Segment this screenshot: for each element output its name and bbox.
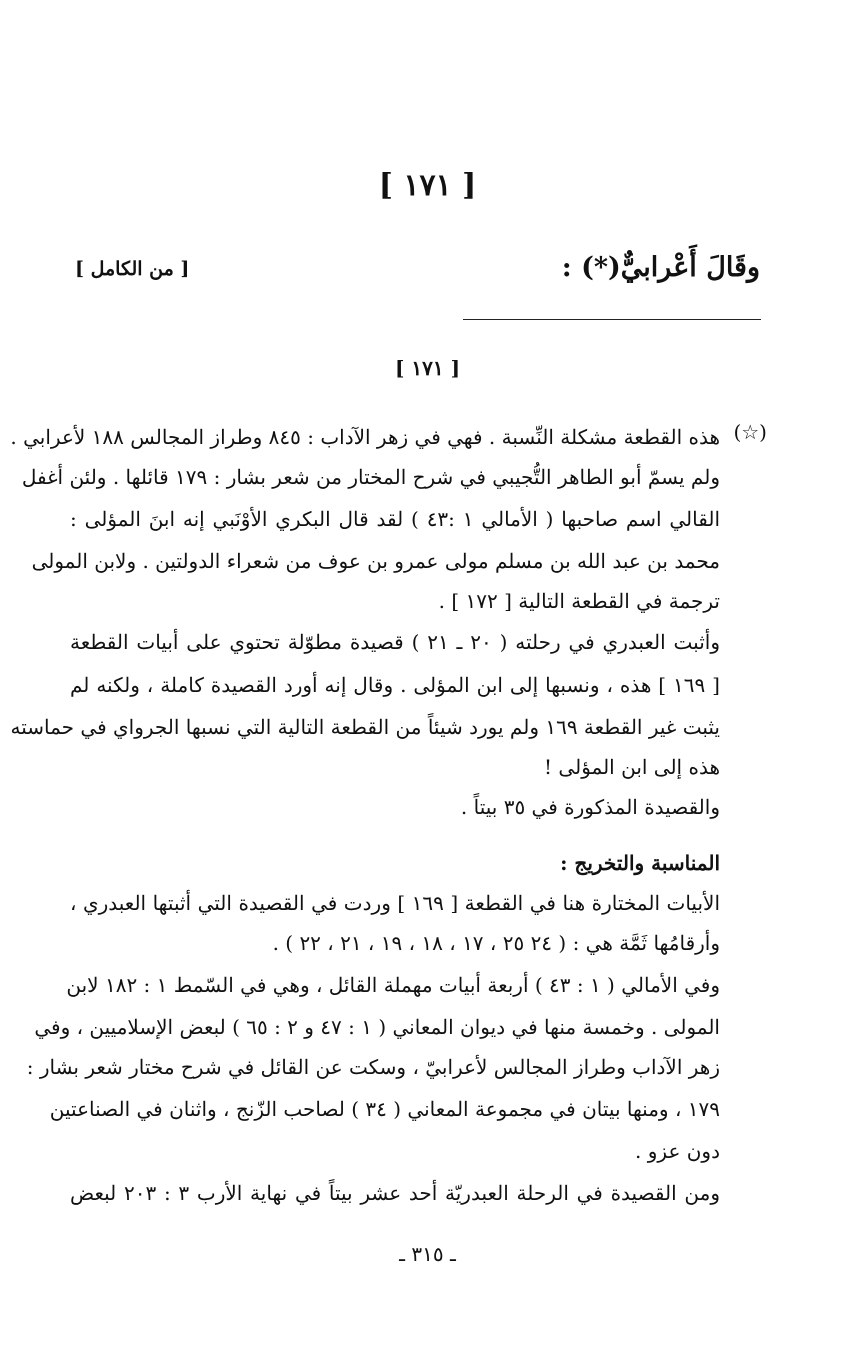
- note-line: القالي اسم صاحبها ( الأمالي ١ :٤٣ ) لقد قال البكري الأوْنَبي إنه ابنَ المؤلى :: [70, 507, 720, 531]
- note-line: [ ١٦٩ ] هذه ، ونسبها إلى ابن المؤلى . وقال إنه أورد القصيدة كاملة ، ولكنه لم: [70, 673, 720, 697]
- footnote-divider: [463, 319, 761, 320]
- speaker-heading: وقَالَ أَعْرابيٌّ(*) :: [561, 252, 760, 283]
- note-line: دون عزو .: [635, 1139, 720, 1163]
- note-line: يثبت غير القطعة ١٦٩ ولم يورد شيئاً من القطعة التالية التي نسبها الجرواي في حماسته: [10, 715, 720, 739]
- note-line: محمد بن عبد الله بن مسلم مولى عمرو بن عوف من شعراء الدولتين . ولابن المولى: [31, 549, 720, 573]
- note-line: ترجمة في القطعة التالية [ ١٧٢ ] .: [438, 589, 720, 613]
- note-line: هذه إلى ابن المؤلى !: [544, 755, 720, 779]
- meter-label: [ من الكامل ]: [75, 258, 190, 280]
- note-line: ١٧٩ ، ومنها بيتان في مجموعة المعاني ( ٣٤ ) لصاحب الزّنج ، واثنان في الصناعتين: [49, 1097, 720, 1121]
- note-line: المولى . وخمسة منها في ديوان المعاني ( ١ : ٤٧ و ٢ : ٦٥ ) لبعض الإسلاميين ، وفي: [34, 1015, 720, 1039]
- section-heading: المناسبة والتخريج :: [560, 851, 720, 875]
- note-line: ومن القصيدة في الرحلة العبدريّة أحد عشر بيتاً في نهاية الأرب ٣ : ٢٠٣ لبعض: [70, 1181, 721, 1205]
- note-line: وفي الأمالي ( ١ : ٤٣ ) أربعة أبيات مهملة القائل ، وهي في السّمط ١ : ١٨٢ لابن: [66, 973, 720, 997]
- note-marker: (☆): [733, 420, 767, 444]
- note-line: والقصيدة المذكورة في ٣٥ بيتاً .: [460, 795, 720, 819]
- note-line: الأبيات المختارة هنا في القطعة [ ١٦٩ ] وردت في القصيدة التي أثبتها العبدري ،: [70, 891, 721, 915]
- note-line: ولم يسمّ أبو الطاهر التُّجيبي في شرح المختار من شعر بشار : ١٧٩ قائلها . ولئن أغفل: [21, 465, 720, 489]
- note-line: هذه القطعة مشكلة النِّسبة . فهي في زهر الآداب : ٨٤٥ وطراز المجالس ١٨٨ لأعرابي .: [10, 425, 720, 449]
- note-number: [ ١٧١ ]: [394, 356, 461, 380]
- note-line: زهر الآداب وطراز المجالس لأعرابيّ ، وسكت عن القائل في شرح مختار شعر بشار :: [26, 1055, 720, 1079]
- page-number: ـ ٣١٥ ـ: [399, 1242, 456, 1266]
- note-line: وأثبت العبدري في رحلته ( ٢٠ ـ ٢١ ) قصيدة مطوّلة تحتوي على أبيات القطعة: [70, 630, 720, 654]
- note-line: وأرقامُها ثَمَّة هي : ( ٢٤ ٢٥ ، ١٧ ، ١٨ ، ١٩ ، ٢١ ، ٢٢ ) .: [272, 931, 720, 955]
- poem-number: [ ١٧١ ]: [378, 168, 477, 203]
